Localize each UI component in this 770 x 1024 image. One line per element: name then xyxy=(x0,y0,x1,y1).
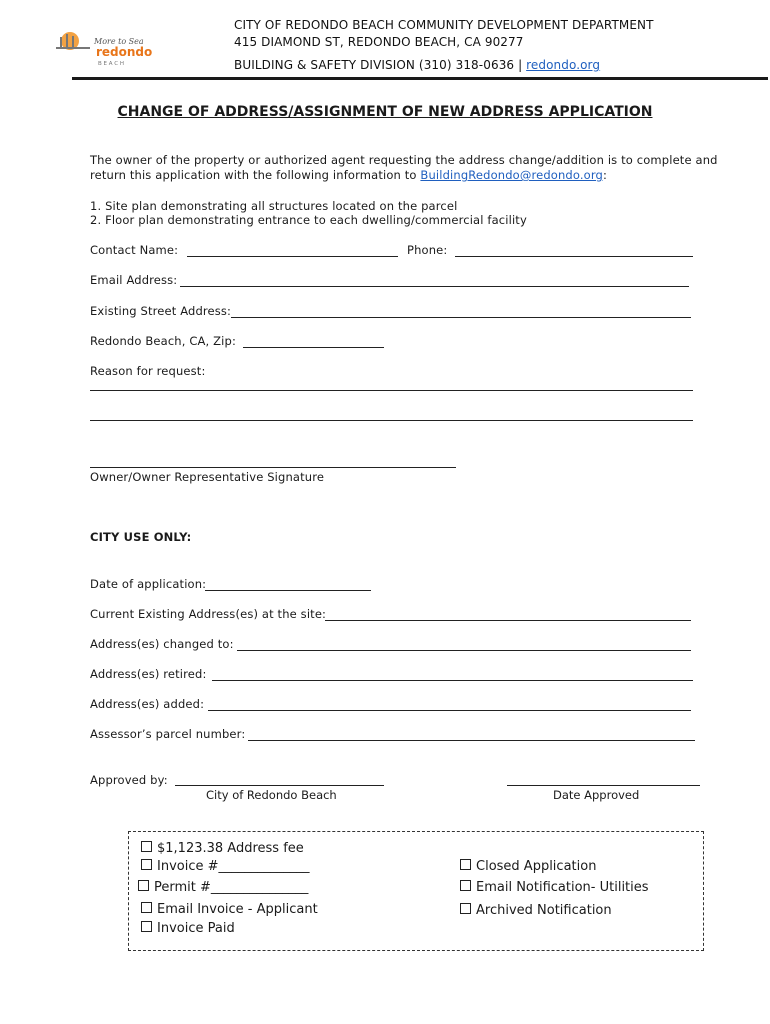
changed-to-label: Address(es) changed to: xyxy=(90,637,234,651)
requirement-item: 1. Site plan demonstrating all structures located on the parcel xyxy=(90,199,458,213)
intro-line-2 xyxy=(90,168,607,182)
checkbox-icon[interactable] xyxy=(138,880,149,891)
checkbox-icon[interactable] xyxy=(460,903,471,914)
existing-street-field[interactable] xyxy=(231,317,691,318)
logo-tagline: More to Sea xyxy=(94,37,144,46)
date-approved-label: Date Approved xyxy=(553,788,640,802)
parcel-label: Assessor’s parcel number: xyxy=(90,727,246,741)
zip-field[interactable] xyxy=(243,347,384,348)
requirement-item: 2. Floor plan demonstrating entrance to each dwelling/commercial facility xyxy=(90,213,527,227)
checklist-permit[interactable] xyxy=(138,880,308,895)
website-link[interactable]: redondo.org xyxy=(526,58,601,72)
checklist-archived[interactable] xyxy=(460,903,612,918)
checklist-invoice[interactable] xyxy=(141,859,310,874)
checkbox-icon[interactable] xyxy=(460,859,471,870)
checkbox-icon[interactable] xyxy=(141,859,152,870)
office-checklist-box xyxy=(128,831,704,951)
checklist-fee[interactable] xyxy=(141,841,304,856)
checklist-email-notification-label: Email Notification- Utilities xyxy=(476,880,649,895)
retired-field[interactable] xyxy=(212,680,693,681)
added-field[interactable] xyxy=(208,710,691,711)
added-label: Address(es) added: xyxy=(90,697,205,711)
header-division xyxy=(234,58,600,72)
checklist-closed-label: Closed Application xyxy=(476,859,597,874)
email-label: Email Address: xyxy=(90,273,178,287)
checklist-invoice-paid[interactable] xyxy=(141,921,235,936)
checklist-fee-label: $1,123.38 Address fee xyxy=(157,841,304,856)
parcel-field[interactable] xyxy=(248,740,695,741)
changed-to-field[interactable] xyxy=(237,650,691,651)
approved-by-label: Approved by: xyxy=(90,773,168,787)
checklist-email-notification[interactable] xyxy=(460,880,649,895)
intro-line-2-suffix: : xyxy=(602,168,607,182)
intro-line-2-text: return this application with the following information to xyxy=(90,168,421,182)
intro-line-1: The owner of the property or authorized agent requesting the address change/addition is to complete and xyxy=(90,153,718,167)
city-use-heading: CITY USE ONLY: xyxy=(90,530,192,544)
retired-label: Address(es) retired: xyxy=(90,667,207,681)
logo-sub: B E A C H xyxy=(98,61,124,67)
header-division-text: BUILDING & SAFETY DIVISION (310) 318-0636 | xyxy=(234,58,527,72)
checkbox-icon[interactable] xyxy=(141,841,152,852)
reason-field-line-2[interactable] xyxy=(90,420,693,421)
contact-name-field[interactable] xyxy=(187,256,398,257)
checklist-email-invoice-label: Email Invoice - Applicant xyxy=(157,902,318,917)
current-existing-label: Current Existing Address(es) at the site: xyxy=(90,607,327,621)
existing-street-label: Existing Street Address: xyxy=(90,304,232,318)
signature-label: Owner/Owner Representative Signature xyxy=(90,470,325,484)
date-of-application-label: Date of application: xyxy=(90,577,207,591)
reason-field-line-1[interactable] xyxy=(90,390,693,391)
header-address: 415 DIAMOND ST, REDONDO BEACH, CA 90277 xyxy=(234,35,524,49)
header-rule xyxy=(72,77,768,80)
header-department: CITY OF REDONDO BEACH COMMUNITY DEVELOPMENT DEPARTMENT xyxy=(234,18,654,32)
checklist-closed[interactable] xyxy=(460,859,596,874)
page-title: CHANGE OF ADDRESS/ASSIGNMENT OF NEW ADDRESS APPLICATION xyxy=(117,104,653,120)
phone-label: Phone: xyxy=(407,243,448,257)
checkbox-icon[interactable] xyxy=(141,921,152,932)
reason-label: Reason for request: xyxy=(90,364,206,378)
signature-field[interactable] xyxy=(90,467,456,468)
phone-field[interactable] xyxy=(455,256,693,257)
logo-name: redondo xyxy=(96,45,152,59)
checkbox-icon[interactable] xyxy=(141,902,152,913)
redondo-beach-logo xyxy=(52,24,152,68)
approved-by-field[interactable] xyxy=(175,785,384,786)
date-of-application-field[interactable] xyxy=(205,590,371,591)
current-existing-field[interactable] xyxy=(325,620,691,621)
checkbox-icon[interactable] xyxy=(460,880,471,891)
checklist-email-invoice[interactable] xyxy=(141,902,318,917)
checklist-archived-label: Archived Notification xyxy=(476,903,612,918)
checklist-invoice-label: Invoice #______________ xyxy=(157,859,310,874)
checklist-permit-label: Permit #_______________ xyxy=(154,880,309,895)
email-link[interactable]: BuildingRedondo@redondo.org xyxy=(420,168,603,182)
zip-label: Redondo Beach, CA, Zip: xyxy=(90,334,237,348)
contact-name-label: Contact Name: xyxy=(90,243,179,257)
date-approved-field[interactable] xyxy=(507,785,700,786)
email-field[interactable] xyxy=(180,286,689,287)
checklist-invoice-paid-label: Invoice Paid xyxy=(157,921,235,936)
city-of-redondo-beach-label: City of Redondo Beach xyxy=(206,788,337,802)
